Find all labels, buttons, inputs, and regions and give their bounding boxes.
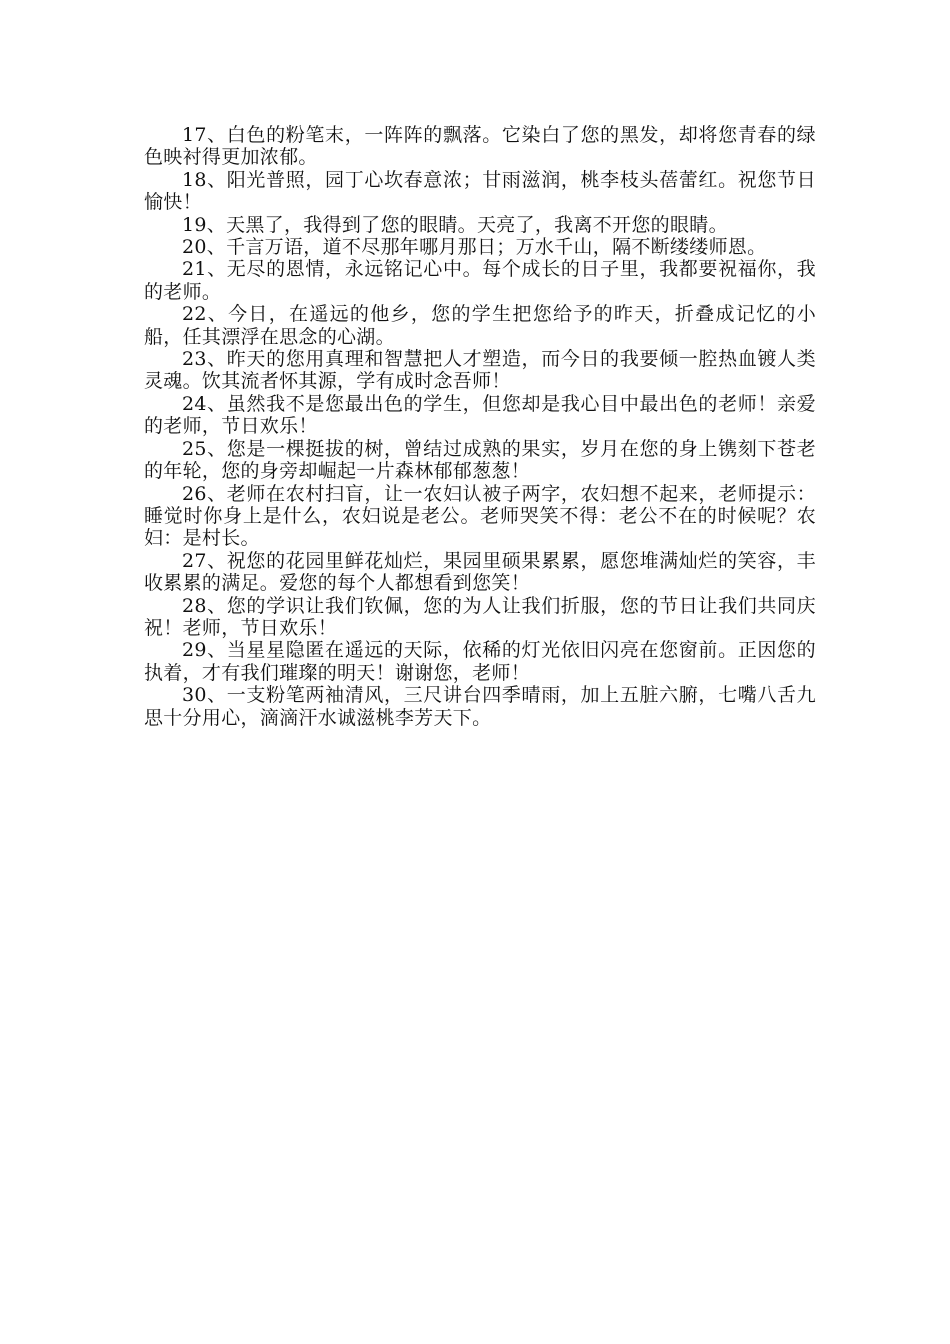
paragraph-18: 18、阳光普照，园丁心坎春意浓；甘雨滋润，桃李枝头蓓蕾红。祝您节日愉快！ xyxy=(144,168,816,214)
paragraph-23: 23、昨天的您用真理和智慧把人才塑造，而今日的我要倾一腔热血镀人类灵魂。饮其流者怀其源，学有成时念吾师！ xyxy=(144,348,816,393)
paragraph-27: 27、祝您的花园里鲜花灿烂，果园里硕果累累，愿您堆满灿烂的笑容，丰收累累的满足。爱您的每个人都想看到您笑！ xyxy=(144,549,816,595)
paragraph-17: 17、白色的粉笔末，一阵阵的飘落。它染白了您的黑发，却将您青春的绿色映衬得更加浓郁。 xyxy=(144,124,816,169)
paragraph-29: 29、当星星隐匿在遥远的天际，依稀的灯光依旧闪亮在您窗前。正因您的执着，才有我们璀璨的明天！谢谢您，老师！ xyxy=(144,639,816,684)
paragraph-24: 24、虽然我不是您最出色的学生，但您却是我心目中最出色的老师！亲爱的老师，节日欢乐！ xyxy=(144,392,816,438)
document-body xyxy=(144,124,816,729)
paragraph-19: 19、天黑了，我得到了您的眼睛。天亮了，我离不开您的眼睛。 xyxy=(182,213,728,236)
paragraph-20: 20、千言万语，道不尽那年哪月那日；万水千山，隔不断缕缕师恩。 xyxy=(182,236,767,259)
paragraph-26: 26、老师在农村扫盲，让一农妇认被子两字，农妇想不起来，老师提示：睡觉时你身上是什么，农妇说是老公。老师哭笑不得：老公不在的时候呢？农妇：是村长。 xyxy=(144,482,816,550)
paragraph-21: 21、无尽的恩情，永远铭记心中。每个成长的日子里，我都要祝福你，我的老师。 xyxy=(144,258,816,303)
paragraph-30: 30、一支粉笔两袖清风，三尺讲台四季晴雨，加上五脏六腑，七嘴八舌九思十分用心，滴滴汗水诚滋桃李芳天下。 xyxy=(144,684,816,729)
paragraph-25: 25、您是一棵挺拔的树，曾结过成熟的果实，岁月在您的身上镌刻下苍老的年轮，您的身旁却崛起一片森林郁郁葱葱！ xyxy=(144,437,816,483)
paragraph-22: 22、今日，在遥远的他乡，您的学生把您给予的昨天，折叠成记忆的小船，任其漂浮在思念的心湖。 xyxy=(144,303,816,348)
paragraph-28: 28、您的学识让我们钦佩，您的为人让我们折服，您的节日让我们共同庆祝！老师，节日欢乐！ xyxy=(144,594,816,639)
